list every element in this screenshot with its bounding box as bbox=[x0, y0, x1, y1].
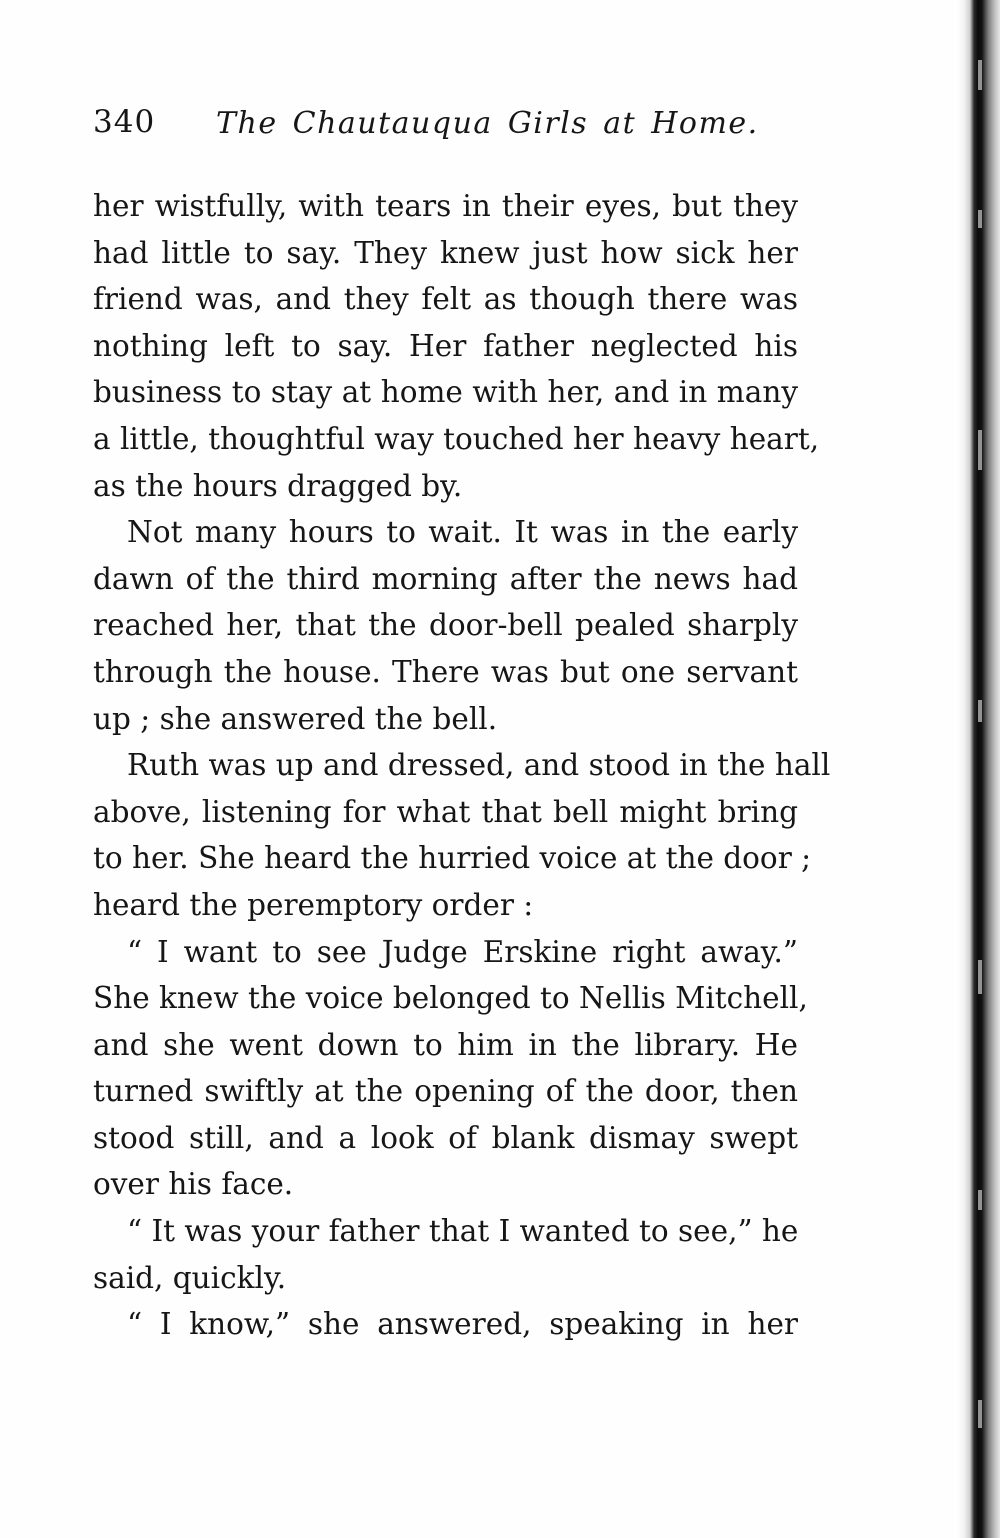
spine-speckle bbox=[978, 210, 982, 228]
spine-speckle bbox=[978, 430, 982, 470]
body-text bbox=[93, 183, 831, 1348]
paragraph-first-line: “ It was your father that I wanted to see,” he bbox=[127, 1214, 799, 1249]
text-line: had little to say. They knew just how sick her bbox=[93, 235, 798, 270]
text-line: up ; she answered the bell. bbox=[93, 701, 498, 736]
paragraph-first-line: Ruth was up and dressed, and stood in the hall bbox=[127, 748, 831, 783]
text-line: and she went down to him in the library. He bbox=[93, 1027, 798, 1062]
text-line: business to stay at home with her, and in many bbox=[93, 375, 798, 410]
text-line: nothing left to say. Her father neglected his bbox=[93, 328, 798, 363]
text-line: to her. She heard the hurried voice at the door ; bbox=[93, 841, 812, 876]
page-header bbox=[93, 100, 803, 150]
text-line: heard the peremptory order : bbox=[93, 887, 534, 922]
text-line: stood still, and a look of blank dismay swept bbox=[93, 1120, 798, 1155]
paragraph-first-line: Not many hours to wait. It was in the early bbox=[127, 515, 798, 550]
text-line: She knew the voice belonged to Nellis Mitchell, bbox=[93, 981, 808, 1016]
spine-speckle bbox=[978, 960, 982, 994]
paragraph-first-line: “ I know,” she answered, speaking in her bbox=[127, 1307, 798, 1342]
text-line: reached her, that the door-bell pealed sharply bbox=[93, 608, 798, 643]
spine-speckle bbox=[978, 1190, 982, 1210]
text-line: over his face. bbox=[93, 1167, 294, 1202]
text-line: a little, thoughtful way touched her heavy heart, bbox=[93, 421, 820, 456]
text-line: turned swiftly at the opening of the door, then bbox=[93, 1074, 798, 1109]
book-spine-edge bbox=[956, 0, 1000, 1538]
page-number: 340 bbox=[93, 104, 156, 140]
text-line: said, quickly. bbox=[93, 1260, 287, 1295]
text-line: above, listening for what that bell might bring bbox=[93, 794, 798, 829]
spine-speckle bbox=[978, 1400, 982, 1428]
running-title: The Chautauqua Girls at Home. bbox=[216, 106, 759, 141]
text-line: as the hours dragged by. bbox=[93, 468, 463, 503]
text-line: her wistfully, with tears in their eyes, but they bbox=[93, 189, 798, 223]
text-line: dawn of the third morning after the news had bbox=[93, 561, 798, 596]
text-line: friend was, and they felt as though there was bbox=[93, 282, 798, 317]
spine-speckle bbox=[978, 700, 982, 722]
paragraph-first-line: “ I want to see Judge Erskine right away.” bbox=[127, 934, 798, 969]
spine-speckle bbox=[978, 60, 982, 90]
text-line: through the house. There was but one servant bbox=[93, 654, 798, 689]
